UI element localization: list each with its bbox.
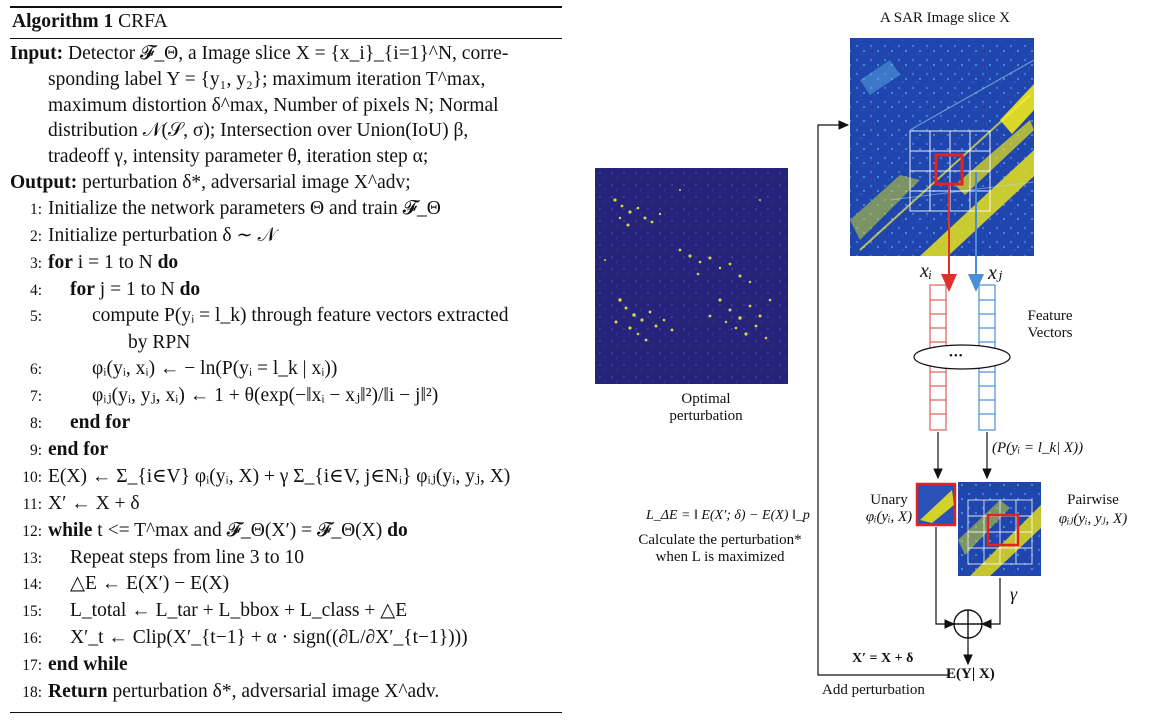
step-text: E(X) ← Σ_{i∈V} φᵢ(yᵢ, X) + γ Σ_{i∈V, j∈Nᵢ} φᵢⱼ(yᵢ, yⱼ, X) (48, 465, 511, 487)
input-line-0 (10, 41, 562, 67)
input-line-3: distribution 𝒩(𝒮, σ); Intersection over Union(IoU) β, (48, 120, 469, 142)
line-number: 2: (29, 227, 42, 245)
pairwise-label-line-1: Pairwise (1067, 492, 1119, 508)
unary-label-line-2: φᵢ(yᵢ, X) (865, 509, 913, 525)
step-body (48, 493, 140, 514)
step-text: X′ ← X + δ (48, 492, 140, 514)
input-label: Input: (10, 43, 64, 64)
step-text: △E ← E(X′) − E(X) (70, 573, 230, 595)
step-text: compute P(yᵢ = l_k) through feature vectors extracted (92, 305, 509, 327)
step-text: by RPN (128, 332, 191, 354)
line-number: 9: (29, 441, 42, 459)
feature-label (1015, 308, 1085, 342)
algorithm-step (10, 652, 562, 679)
line-number: 18: (22, 684, 42, 702)
probability-label: (P(yᵢ = l_k| X)) (992, 440, 1084, 456)
input-line-2: maximum distortion δ^max, Number of pixels N; Normal (48, 94, 499, 116)
xprime-label: X′ = X + δ (852, 651, 914, 666)
algorithm-step (10, 356, 562, 383)
unary-label (860, 492, 918, 526)
step-body (48, 681, 439, 702)
step-keyword-end: do (157, 251, 179, 273)
calculate-line-2: when L is maximized (655, 549, 785, 565)
pairwise-to-sum (982, 578, 1000, 624)
line-number: 5: (29, 308, 42, 326)
optimal-label-line-1: Optimal (681, 391, 731, 407)
line-number: 14: (22, 576, 42, 594)
step-body (48, 305, 509, 326)
algorithm-step (10, 491, 562, 518)
feature-label-line-1: Feature (1027, 308, 1073, 324)
line-number: 15: (22, 603, 42, 621)
step-text: X′_t ← Clip(X′_{t−1} + α · sign((∂L/∂X′_{t−1}))) (70, 627, 468, 649)
sar-title: A SAR Image slice X (880, 10, 1010, 26)
step-text: Initialize the network parameters Θ and train 𝓕_Θ (48, 197, 441, 219)
unary-to-sum (936, 527, 954, 624)
step-body (48, 573, 229, 594)
unary-patch (917, 484, 955, 525)
step-body (48, 412, 130, 433)
step-text: φᵢ(yᵢ, xᵢ) ← − ln(P(yᵢ = l_k | xᵢ)) (92, 358, 338, 380)
step-text: Initialize perturbation δ ∼ 𝒩 (48, 224, 277, 246)
add-perturbation-label: Add perturbation (822, 682, 925, 698)
step-keyword: for (70, 278, 95, 300)
step-keyword: end for (70, 412, 131, 434)
algorithm-step (10, 571, 562, 598)
algorithm-step (10, 196, 562, 223)
step-body (48, 439, 108, 460)
output-label: Output: (10, 171, 78, 193)
line-number: 12: (22, 522, 42, 540)
title-rule (10, 38, 562, 39)
pairwise-image (958, 482, 1041, 576)
step-body (48, 252, 178, 273)
xi-label: xᵢ (920, 260, 933, 282)
line-number: 7: (29, 388, 42, 406)
algorithm-label: Algorithm 1 (12, 11, 114, 32)
algorithm-step (10, 277, 562, 304)
input-line-4: tradeoff γ, intensity parameter θ, iteration step α; (48, 146, 429, 168)
input-text-0: Detector 𝓕_Θ, a Image slice X = {x_i}_{i=1}^N, corre- (68, 43, 509, 64)
line-number: 11: (22, 495, 42, 513)
output-line (10, 170, 562, 196)
algorithm-step (10, 410, 562, 437)
optimal-label (646, 391, 766, 425)
step-text: L_total ← L_tar + L_bbox + L_class + △E (70, 600, 408, 622)
unary-label-line-1: Unary (870, 492, 908, 508)
step-body (48, 279, 200, 300)
step-body (48, 466, 510, 487)
line-number: 10: (22, 468, 42, 486)
sar-image (850, 38, 1034, 256)
step-body (48, 654, 128, 675)
line-number: 16: (22, 630, 42, 648)
step-body (48, 198, 441, 219)
step-text: t <= T^max and 𝓕_Θ(X′) = 𝓕_Θ(X) (97, 519, 383, 541)
line-number: 3: (29, 254, 42, 272)
gamma-label: γ (1010, 584, 1018, 604)
algorithm-name: CRFA (118, 11, 168, 32)
step-body (48, 332, 190, 353)
step-text: perturbation δ*, adversarial image X^adv. (112, 681, 440, 703)
feature-label-line-2: Vectors (1027, 325, 1073, 341)
step-keyword: end for (48, 438, 109, 460)
step-body (48, 520, 408, 541)
algorithm-step (10, 625, 562, 652)
step-body (48, 600, 407, 621)
line-number: 6: (29, 361, 42, 379)
step-keyword-end: do (179, 278, 201, 300)
loss-formula: L_ΔE = ‖ E(X′; δ) − E(X) ‖_p (646, 508, 810, 523)
step-keyword: for (48, 251, 73, 273)
algorithm-step (10, 598, 562, 625)
step-body (48, 225, 276, 246)
output-text: perturbation δ*, adversarial image X^adv; (82, 171, 411, 193)
step-body (48, 627, 468, 648)
line-number: 4: (29, 281, 42, 299)
step-body (48, 385, 438, 406)
algorithm-step (10, 464, 562, 491)
input-output-block (10, 41, 562, 196)
perturbation-image (595, 168, 788, 384)
step-keyword: Return (48, 681, 108, 703)
algorithm-step (10, 330, 562, 356)
step-keyword: while (48, 519, 93, 541)
step-text: φᵢⱼ(yᵢ, yⱼ, xᵢ) ← 1 + θ(exp(−‖xᵢ − xⱼ‖²)/‖i − j‖²) (92, 385, 439, 407)
line-number: 1: (29, 200, 42, 218)
algorithm-step (10, 223, 562, 250)
calculate-label (620, 532, 820, 566)
input-line-1: sponding label Y = {y₁, y₂}; maximum iteration T^max, (48, 68, 486, 90)
step-text: i = 1 to N (77, 251, 153, 273)
calculate-line-1: Calculate the perturbation* (638, 532, 802, 548)
algorithm-step (10, 545, 562, 572)
algorithm-block (10, 6, 562, 713)
line-number: 17: (22, 657, 42, 675)
algorithm-step (10, 250, 562, 277)
algorithm-steps (10, 196, 562, 706)
optimal-label-line-2: perturbation (669, 408, 743, 424)
step-keyword-end: do (387, 519, 408, 541)
algorithm-step (10, 518, 562, 545)
step-text: j = 1 to N (99, 278, 175, 300)
algorithm-step (10, 437, 562, 464)
algorithm-step (10, 383, 562, 410)
step-keyword: end while (48, 654, 128, 676)
ellipsis-dots: ••• (949, 350, 964, 362)
line-number: 13: (22, 549, 42, 567)
crfa-diagram (560, 0, 1160, 717)
xj-label: xⱼ (988, 262, 1003, 284)
step-body (48, 358, 337, 379)
algorithm-step (10, 679, 562, 706)
line-number: 8: (29, 415, 42, 433)
bottom-rule (10, 712, 562, 713)
pairwise-label-line-2: φᵢⱼ(yᵢ, yⱼ, X) (1058, 511, 1128, 527)
step-text: Repeat steps from line 3 to 10 (70, 546, 304, 568)
energy-label: E(Y| X) (946, 666, 995, 682)
pairwise-label (1048, 492, 1138, 528)
algorithm-step (10, 303, 562, 330)
diagram-svg (560, 0, 1160, 717)
step-body (48, 547, 304, 568)
sum-node (954, 610, 982, 638)
algorithm-title (10, 8, 562, 36)
